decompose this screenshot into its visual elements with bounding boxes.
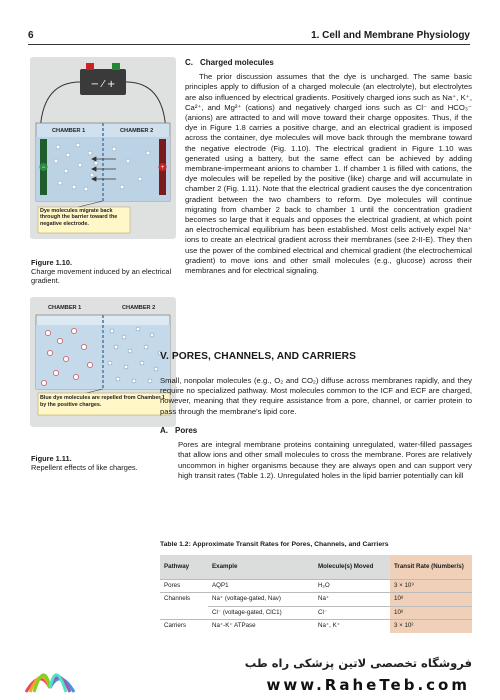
table-row: Carriers Na⁺-K⁺ ATPase Na⁺, K⁺ 3 × 10² — [160, 620, 472, 633]
section-heading: C. Charged molecules — [185, 58, 274, 67]
footer-persian-text: فروشگاه تخصصی لاتین پزشکی راه طب — [244, 656, 472, 670]
section-pores — [160, 426, 472, 481]
fig10-chamber1-label: CHAMBER 1 — [52, 128, 86, 134]
svg-text:− ⁄ +: − ⁄ + — [90, 79, 116, 90]
figure-1-10 — [30, 57, 176, 239]
svg-text:−: − — [41, 165, 46, 171]
col-example: Example — [208, 555, 314, 579]
figure-1-10-caption — [31, 258, 181, 285]
section-v-heading: V. PORES, CHANNELS, AND CARRIERS — [160, 351, 357, 362]
fig10-chamber2-label: CHAMBER 2 — [120, 128, 154, 134]
caption-title: Figure 1.11. — [31, 454, 72, 463]
page-number: 6 — [28, 30, 34, 41]
fig11-chamber2-label: CHAMBER 2 — [122, 305, 156, 311]
section-charged-molecules — [185, 58, 472, 276]
fig11-chamber1-label: CHAMBER 1 — [48, 305, 82, 311]
caption-title: Figure 1.10. — [31, 258, 73, 267]
section-heading: A. Pores — [160, 426, 198, 435]
table-row: Cl⁻ (voltage-gated, ClC1) Cl⁻ 10⁶ — [160, 606, 472, 620]
footer-url[interactable]: www.RaheTeb.com — [266, 676, 470, 694]
transit-rates-table — [160, 555, 472, 633]
fig11-callout: Blue dye molecules are repelled from Chamber 1 by the positive charges. — [40, 395, 165, 408]
col-transit-rate: Transit Rate (Number/s) — [390, 555, 472, 579]
svg-text:+: + — [160, 165, 165, 171]
chapter-title: 1. Cell and Membrane Physiology — [311, 30, 470, 41]
figure-1-11-caption — [31, 454, 181, 472]
section-v-body: Small, nonpolar molecules (e.g., O₂ and CO₂) diffuse across membranes rapidly, and they require no specialized pathway. Most molecules common to the ICF and ECF are charged, however, meaning that they require assistance from a pore, channel, or carrier protein to pass through the membrane's lipid core. — [160, 376, 472, 416]
table-row: Channels Na⁺ (voltage-gated, Nav) Na⁺ 10⁸ — [160, 593, 472, 607]
header-rule — [28, 44, 470, 45]
book-logo-icon — [20, 648, 80, 700]
caption-text: Repellent effects of like charges. — [31, 463, 138, 472]
battery-red-terminal — [86, 63, 94, 70]
table-title: Table 1.2: Approximate Transit Rates for Pores, Channels, and Carriers — [160, 541, 389, 548]
fig10-callout: Dye molecules migrate back through the barrier toward the negative electrode. — [40, 208, 118, 227]
section-body: Pores are integral membrane proteins containing unregulated, water-filled passages that allow ions and other small molecules to cross the membrane. Pores are relatively uncommon in higher organisms because they are always open and can support very high transit rates (Table 1.2). Unregulated holes in the lipid barrier potentially can kill — [178, 440, 472, 480]
col-molecules: Molecule(s) Moved — [314, 555, 390, 579]
figure-1-11 — [30, 297, 176, 427]
table-header-row — [160, 555, 472, 579]
caption-text: Charge movement induced by an electrical gradient. — [31, 267, 172, 285]
col-pathway: Pathway — [160, 555, 208, 579]
battery-green-terminal — [112, 63, 120, 70]
table-row: Pores AQP1 H₂O 3 × 10⁹ — [160, 579, 472, 593]
section-body: The prior discussion assumes that the dye is uncharged. The same basic principles apply to diffusion of a charged molecule (an electrolyte), but electrolytes are also influenced by electrical gradients. Positively charged ions such as Na⁺, K⁺, Ca²⁺, and Mg²⁺ (cations) and negatively charged ions such as Cl⁻ and HCO₃⁻ (anions) are attracted to and will move toward their charge opposites. Thus, if the dye in Figure 1.8 carries a positive charge, and an electrical gradient is imposed across the container, dye molecules will move back through the membrane toward the negative electrode (Fig. 1.10). The electrical gradient in Figure 1.10 was generated using a battery, but the same effect can be achieved by adding membrane-impermeant anions to chamber 1. If chamber 1 is filled with cations, the dye molecules will be repelled by the positive (like) charge and will accumulate in chamber 2 (Fig. 1.11). Note that the electrical gradient causes the dye concentration gradient between the two chambers to reform. Dye molecules will continue migrating from chamber 2 back to chamber 1 until the concentration gradient becomes so large that it equals and opposes the electrical gradient, at which point an electrochemical equilibrium has been established. Most cells actively expel Na⁺ ions to create an electrical gradient across their membranes (see 2-II-E). They then use the power of the combined electrical and chemical gradient (the electrochemical gradient) to move ions and other small molecules (e.g., glucose) across their membranes and for electrical signaling. — [185, 72, 472, 276]
